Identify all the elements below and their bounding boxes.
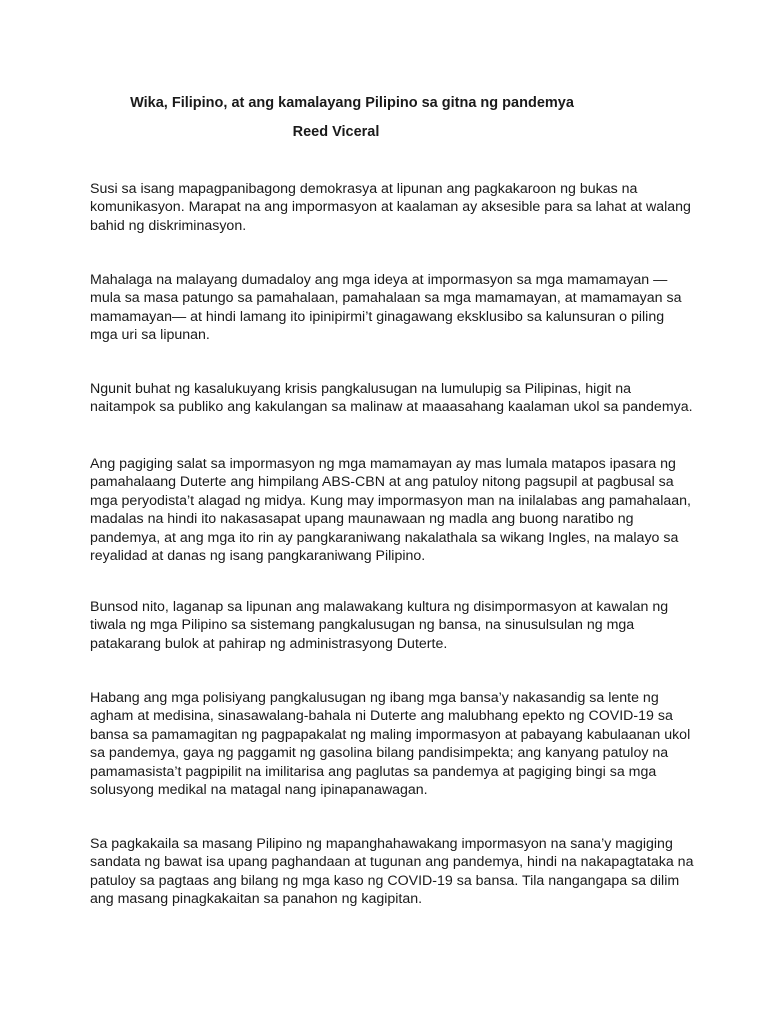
document-author: Reed Viceral [292, 124, 380, 140]
paragraph: Habang ang mga polisiyang pangkalusugan ng ibang mga bansa’y nakasandig sa lente ng agham at medisina, sinasawalang-bahala ni Duterte ang malubhang epekto ng COVID-19 sa bansa sa pamamagitan ng pagpapakalat ng maling impormasyon at pabayang kabulaanan ukol sa pandemya, gaya ng paggamit ng gasolina bilang pandisimpekta; ang kanyang patuloy na pamamasista’t pagpipilit na imilitarisa ang paglutas sa pandemya at pagiging bingi sa mga solusyong medikal na matagal nang ipinapanawagan. [90, 690, 691, 799]
paragraph: Bunsod nito, laganap sa lipunan ang malawakang kultura ng disimpormasyon at kawalan ng tiwala ng mga Pilipino sa sistemang pangkalusugan ng bansa, na sinusulsulan ng mga patakarang bulok at pahirap ng administrasyong Duterte. [90, 599, 669, 652]
paragraph: Mahalaga na malayang dumadaloy ang mga ideya at impormasyon sa mga mamamayan — mula sa masa patungo sa pamahalaan, pamahalaan sa mga mamamayan, at mamamayan sa mamamayan— at hindi lamang ito ipinipirmi’t ginagawang eksklusibo sa kalunsuran o piling mga uri sa lipunan. [90, 272, 682, 344]
document-title: Wika, Filipino, at ang kamalayang Pilipino sa gitna ng pandemya [130, 95, 574, 111]
paragraph: Susi sa isang mapagpanibagong demokrasya at lipunan ang pagkakaroon ng bukas na komunikasyon. Marapat na ang impormasyon at kaalaman ay aksesible para sa lahat at walang bahid ng diskriminasyon. [90, 181, 691, 234]
paragraph: Ang pagiging salat sa impormasyon ng mga mamamayan ay mas lumala matapos ipasara ng pamahalaang Duterte ang himpilang ABS-CBN at ang patuloy nitong pagsupil at pagbusal sa mga peryodista’t alagad ng midya. Kung may impormasyon man na inilalabas ang pamahalaan, madalas na hindi ito nakasasapat upang maunawaan ng madla ang buong naratibo ng pandemya, at ang mga ito rin ay pangkaraniwang nakalathala sa wikang Ingles, na malayo sa reyalidad at danas ng isang pangkaraniwang Pilipino. [90, 456, 691, 565]
paragraph: Sa pagkakaila sa masang Pilipino ng mapanghahawakang impormasyon na sana’y magiging sandata ng bawat isa upang paghandaan at tugunan ang pandemya, hindi na nakapagtataka na patuloy sa pagtaas ang bilang ng mga kaso ng COVID-19 sa bansa. Tila nangangapa sa dilim ang masang pinagkakaitan sa panahon ng kagipitan. [90, 836, 694, 908]
paragraph: Ngunit buhat ng kasalukuyang krisis pangkalusugan na lumulupig sa Pilipinas, higit na naitampok sa publiko ang kakulangan sa malinaw at maaasahang kaalaman ukol sa pandemya. [90, 381, 693, 416]
